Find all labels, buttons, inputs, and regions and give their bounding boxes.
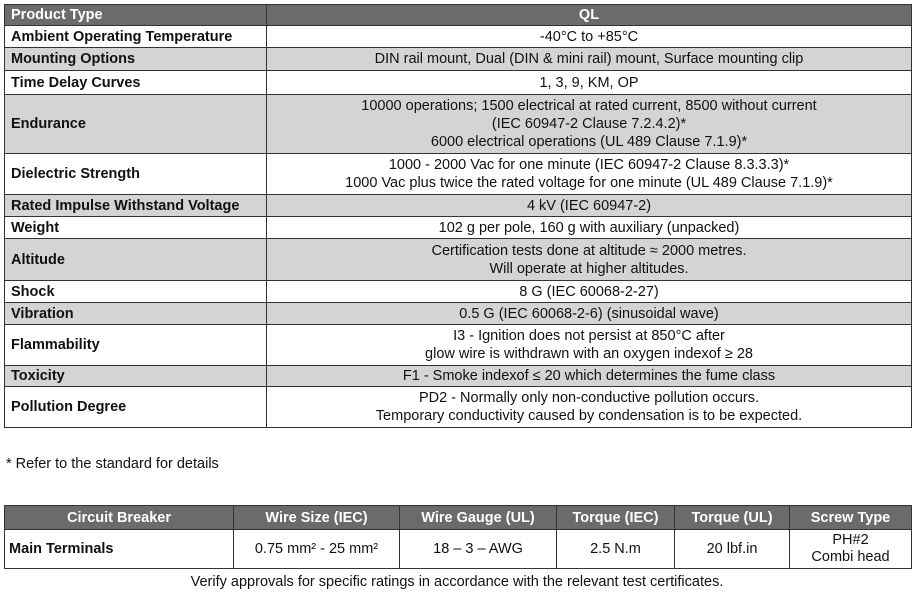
specifications-table [4,4,912,428]
table-row [5,530,912,569]
terminals-table [4,505,912,569]
table-row [5,325,912,366]
spec-value: DIN rail mount, Dual (DIN & mini rail) mount, Surface mounting clip [267,48,912,71]
spec-body [5,26,912,428]
torque-iec-cell: 2.5 N.m [557,530,675,569]
product-type-label: Product Type [5,5,267,26]
footnote: * Refer to the standard for details [6,456,219,472]
spec-label: Shock [5,281,267,303]
col-screw-type: Screw Type [790,506,912,530]
spec-value: 1, 3, 9, KM, OP [267,71,912,95]
terminals-header-row [5,506,912,530]
spec-label: Time Delay Curves [5,71,267,95]
spec-value: 0.5 G (IEC 60068-2-6) (sinusoidal wave) [267,303,912,325]
table-row [5,281,912,303]
col-wire-size: Wire Size (IEC) [234,506,400,530]
table-row [5,387,912,428]
spec-label: Endurance [5,95,267,154]
table-row [5,303,912,325]
spec-value: Certification tests done at altitude ≈ 2000 metres. Will operate at higher altitudes. [267,239,912,281]
spec-label: Rated Impulse Withstand Voltage [5,195,267,217]
spec-label: Weight [5,217,267,239]
spec-value: 1000 - 2000 Vac for one minute (IEC 60947-2 Clause 8.3.3.3)* 1000 Vac plus twice the rated voltage for one minute (UL 489 Clause 7.1.9)* [267,154,912,195]
col-circuit-breaker: Circuit Breaker [5,506,234,530]
wire-size-cell: 0.75 mm² - 25 mm² [234,530,400,569]
table-row [5,239,912,281]
table-row [5,48,912,71]
screw-type-cell: PH#2 Combi head [790,530,912,569]
approvals-note: Verify approvals for specific ratings in accordance with the relevant test certificates. [190,574,724,590]
col-torque-ul: Torque (UL) [675,506,790,530]
circuit-breaker-cell: Main Terminals [5,530,234,569]
spec-label: Ambient Operating Temperature [5,26,267,48]
spec-label: Flammability [5,325,267,366]
spec-label: Dielectric Strength [5,154,267,195]
table-row [5,95,912,154]
table-row [5,154,912,195]
spec-label: Toxicity [5,366,267,387]
table-row [5,217,912,239]
table-row [5,71,912,95]
col-torque-iec: Torque (IEC) [557,506,675,530]
product-type-value: QL [267,5,912,26]
col-wire-gauge: Wire Gauge (UL) [400,506,557,530]
spec-value: I3 - Ignition does not persist at 850°C after glow wire is withdrawn with an oxygen indexof ≥ 28 [267,325,912,366]
spec-value: 8 G (IEC 60068-2-27) [267,281,912,303]
table-row [5,195,912,217]
spec-label: Pollution Degree [5,387,267,428]
spec-header-row [5,5,912,26]
spec-value: -40°C to +85°C [267,26,912,48]
table-row [5,366,912,387]
wire-gauge-cell: 18 – 3 – AWG [400,530,557,569]
spec-label: Altitude [5,239,267,281]
spec-value: 10000 operations; 1500 electrical at rated current, 8500 without current (IEC 60947-2 Clause 7.2.4.2)* 6000 electrical operations (UL 489 Clause 7.1.9)* [267,95,912,154]
spec-value: 4 kV (IEC 60947-2) [267,195,912,217]
spec-value: 102 g per pole, 160 g with auxiliary (unpacked) [267,217,912,239]
spec-value: F1 - Smoke indexof ≤ 20 which determines the fume class [267,366,912,387]
spec-label: Vibration [5,303,267,325]
table-row [5,26,912,48]
spec-value: PD2 - Normally only non-conductive pollution occurs. Temporary conductivity caused by condensation is to be expected. [267,387,912,428]
torque-ul-cell: 20 lbf.in [675,530,790,569]
spec-label: Mounting Options [5,48,267,71]
